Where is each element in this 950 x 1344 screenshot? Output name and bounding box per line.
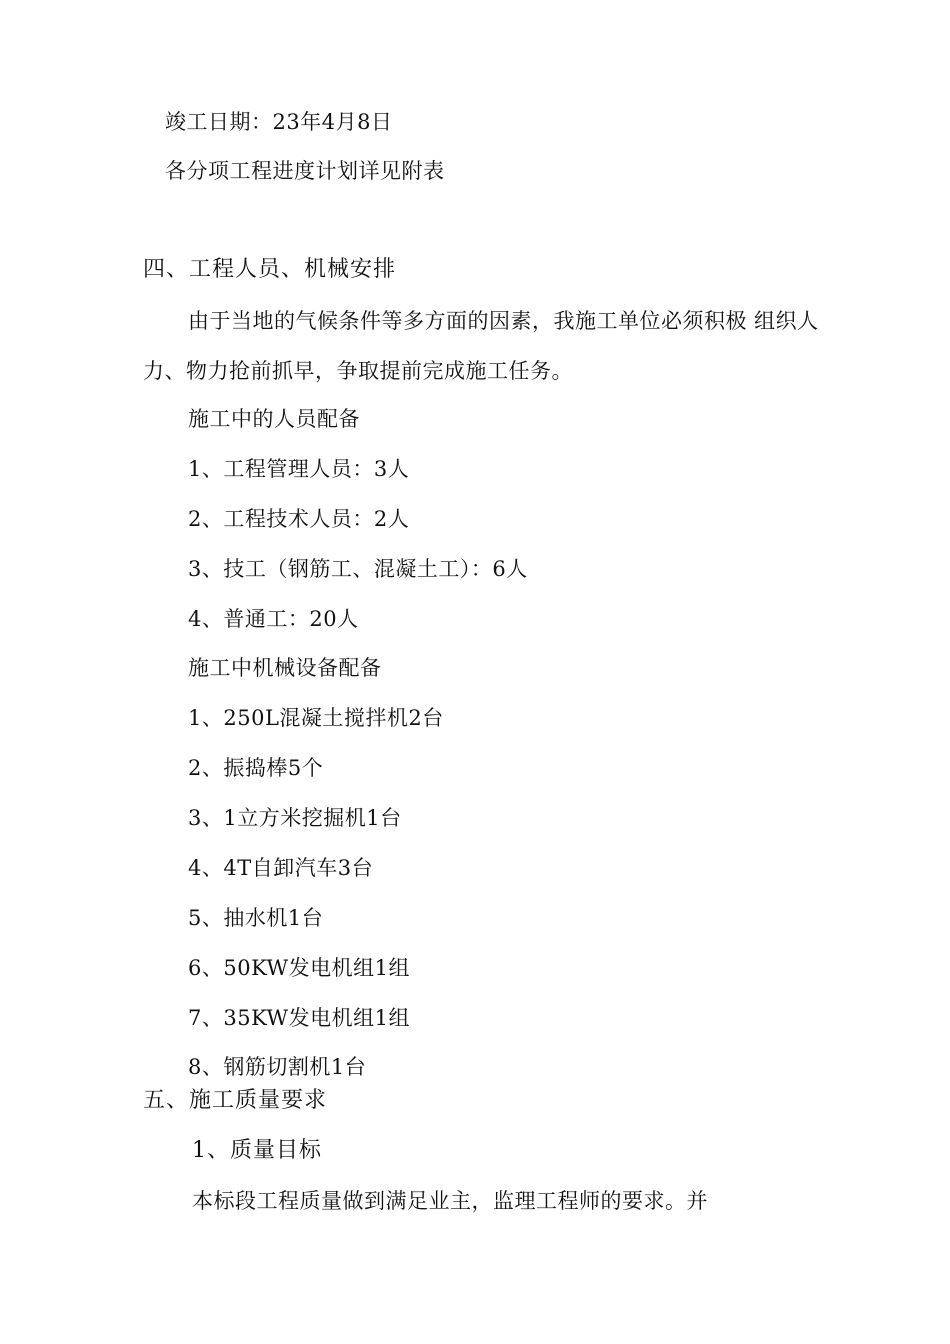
staff-item: 4、普通工：20人 <box>188 607 359 631</box>
equipment-item: 3、1立方米挖掘机1台 <box>188 806 402 830</box>
equipment-item: 8、钢筋切割机1台 <box>188 1055 367 1079</box>
staff-item: 1、工程管理人员：3人 <box>188 457 410 481</box>
section-5-heading: 五、施工质量要求 <box>143 1088 328 1113</box>
equipment-item: 2、振捣棒5个 <box>188 756 324 780</box>
section-4-heading: 四、工程人员、机械安排 <box>143 257 397 282</box>
equipment-item: 6、50KW发电机组1组 <box>188 956 410 980</box>
completion-date: 竣工日期：23年4月8日 <box>165 110 393 134</box>
section-4-paragraph-line-1: 由于当地的气候条件等多方面的因素，我施工单位必须积极 组织人 <box>188 309 819 333</box>
equipment-title: 施工中机械设备配备 <box>188 656 382 680</box>
equipment-item: 1、250L混凝土搅拌机2台 <box>188 706 444 730</box>
staff-item: 2、工程技术人员：2人 <box>188 507 410 531</box>
staff-item: 3、技工（钢筋工、混凝土工）：6人 <box>188 557 528 581</box>
equipment-item: 5、抽水机1台 <box>188 906 324 930</box>
equipment-item: 4、4T自卸汽车3台 <box>188 856 374 880</box>
progress-note: 各分项工程进度计划详见附表 <box>165 159 445 183</box>
equipment-item: 7、35KW发电机组1组 <box>188 1006 410 1030</box>
staff-title: 施工中的人员配备 <box>188 407 360 431</box>
section-5-paragraph: 本标段工程质量做到满足业主，监理工程师的要求。并 <box>192 1189 708 1213</box>
section-4-paragraph-line-2: 力、物力抢前抓早，争取提前完成施工任务。 <box>143 359 573 383</box>
quality-target-subheading: 1、质量目标 <box>192 1138 322 1163</box>
